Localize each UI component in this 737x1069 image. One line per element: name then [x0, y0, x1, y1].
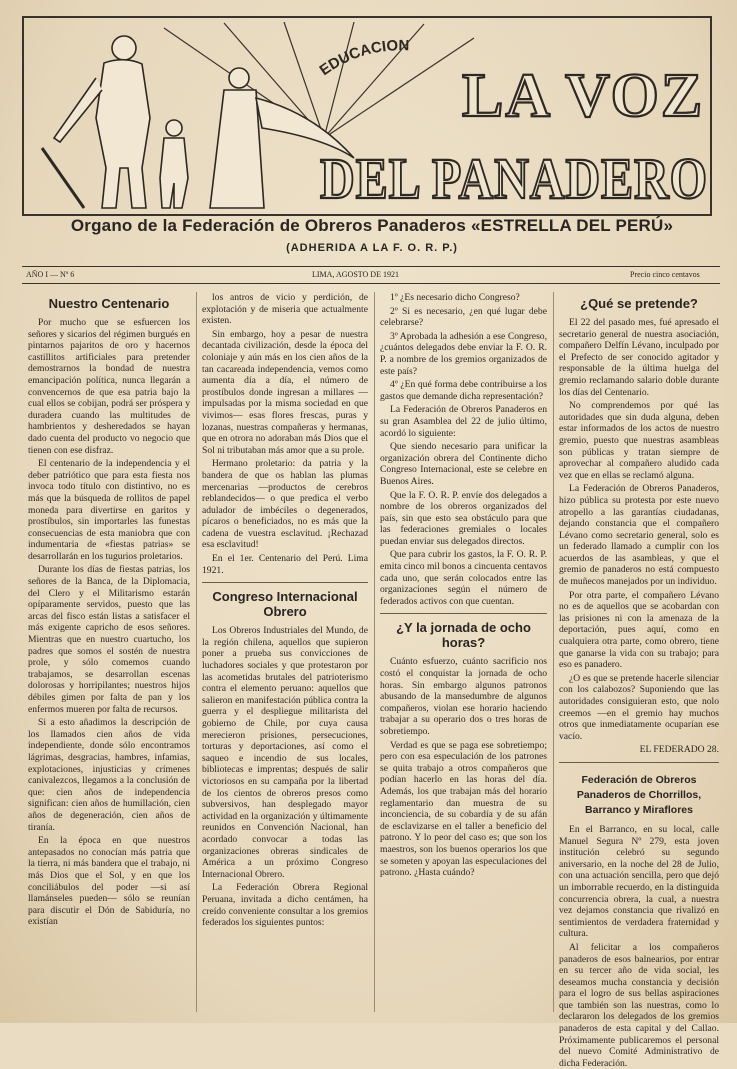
article-paragraph: La Federación Obrera Regional Peruana, invitada a dicho centámen, ha creído conveniente consultar a los gremios federados los siguientes puntos: [202, 882, 368, 929]
article-paragraph: En el 1er. Centenario del Perú. Lima 1921. [202, 553, 368, 576]
article-paragraph: En la época en que nuestros antepasados no conocían más patria que la tierra, ni más bandera que el trabajo, ni más Dios que el Sol, y en que los conciliábulos del poder —si así llamánseles pueden— sólo se reunían para discutir el Dón de Sabiduría, no existían [28, 835, 190, 928]
article-paragraph: Que siendo necesario para unificar la organización obrera del Continente dicho Congreso Internacional, este se celebre en Buenos Aires. [380, 441, 547, 487]
article-paragraph: Al felicitar a los compañeros panaderos de esos balnearios, por entrar en su tercer año de vida social, les deseamos mucha constancia y decisión para el logro de sus bellas aspiraciones que también son las nuestras, como lo declararon los delegados de los gremios panaderos de esta capital y del Callao. Próximamente publicaremos el personal del nuevo Comité Administrativo de dicha Federación. [559, 941, 719, 1069]
article-heading-que-se-pretende: ¿Qué se pretende? [580, 296, 698, 311]
article-paragraph: 1º ¿Es necesario dicho Congreso? [390, 292, 520, 303]
article-paragraph: Hermano proletario: da patria y la bandera de que os hablan las plumas mercenarias —productos de cerebros reblandecidos— o que predica el verbo adulador de imbéciles o degenerados, pícaros o beneficiados, no es más que la cadena de vuestra esclavitud. ¡Rechazad esa esclavitud! [202, 458, 368, 551]
section-divider [559, 762, 719, 763]
section-divider [202, 582, 368, 583]
article-paragraph: La Federación de Obreros Panaderos en su gran Asamblea del 22 de julio último, acordó lo siguiente: [380, 404, 547, 439]
issue-number: AÑO I — Nº 6 [26, 270, 75, 279]
masthead-illustration [24, 18, 714, 218]
masthead-title-line1: LA VOZ [462, 62, 705, 130]
masthead-title-line2: DEL PANADERO [320, 146, 708, 211]
article-paragraph: 4º ¿En qué forma debe contribuirse a los gastos que demande dicha representación? [380, 379, 547, 402]
issue-date: LIMA, AGOSTO DE 1921 [312, 270, 399, 279]
column-2 [202, 292, 368, 1017]
article-paragraph: La Federación de Obreros Panaderos, hizo pública su protesta por este nuevo atropello a las garantías ciudadanas, dejando constancia que el compañero Lévano como secretario general, solo es un federado llamado a cumplir con los acuerdos de las asambleas, y que el gremio de panaderos no está compuesto de muñecos manejados por un individuo. [559, 483, 719, 588]
article-paragraph: Que la F. O. R. P. envíe dos delegados a nombre de los obreros organizados del país, sin que esto sea obstáculo para que las federaciones gremiales o locales puedan enviar sus delegados directos. [380, 489, 547, 547]
article-paragraph: Cuánto esfuerzo, cuánto sacrificio nos costó el conquistar la jornada de ocho horas. Sin embargo algunos patronos abusando de la mansedumbre de algunos compañeros, violan ese horario haciendo trabajar a su operario dos o tres horas de sobretiempo. [380, 656, 547, 737]
svg-text:EDUCACION [317, 37, 410, 79]
article-paragraph: No comprendemos por qué las autoridades que sin duda alguna, deben estar informados de los actos de nuestro gremio, puesto que nuestras asambleas son públicas y tratan siempre de aprovechar al compañero aludido cada vez que en ellas se reclamó alguna. [559, 400, 719, 481]
column-rule [374, 292, 375, 1012]
column-rule [553, 292, 554, 1012]
article-paragraph: los antros de vicio y perdición, de explotación y de miseria que actualmente existen. [202, 292, 368, 327]
article-paragraph: Por otra parte, el compañero Lévano no es de aquellos que se acobardan con las prisiones ni con la amenaza de la deportación, pues aquí, como en cualquiera otra parte, como obrero, tiene que ganarse la vida con su trabajo; para eso es panadero. [559, 589, 719, 671]
article-paragraph: Que para cubrir los gastos, la F. O. R. P. emita cinco mil bonos a cincuenta centavos cada uno, que serán colocados entre las organizaciones según el número de federados activos con que cuentan. [380, 549, 547, 607]
article-paragraph: Si a esto añadimos la descripción de los llamados cien años de vida independiente, donde sólo encontramos lágrimas, desgracias, hambres, infamias, explotaciones, injusticias y crímenes canivalezcos, llegamos a la conclusión de que: cien años de independencia significan: cien años de humillación, cien años de degeneración, cien años de tiranía. [28, 717, 190, 833]
article-paragraph: El 22 del pasado mes, fué apresado el secretario general de nuestra asociación, compañero Delfín Lévano, inculpado por el Prefecto de ser conocido agitador y responsable de la última huelga del gremio reclamando salario doble durante los días del Centenario. [559, 317, 719, 398]
issue-price: Precio cinco centavos [630, 270, 700, 279]
issue-info-bar [22, 266, 720, 284]
article-paragraph: Los Obreros Industriales del Mundo, de la región chilena, aquellos que supieron poner a prueba sus convicciones de luchadores sociales y que protestaron por las acometidas brutales del patrioterismo contra el elemento peruano: aquellos que salieron en manifestación pública contra la guerra y el despliegue militarista del gobierno de Chile, por cuya causa merecieron prisiones, persecuciones, torturas y deportaciones, así como el saqueo e incendio de sus locales, bibliotecas e imprentas; después de salir victoriosos en su campaña por la libertad de los cientos de obreros presos como subversivos, han desplegado mayor actividad en la organización y últimamente reunidos en Convención Nacional, han acordado convocar a todas las organizaciones obreras sindicales de América a un próximo Congreso Internacional Obrero. [202, 625, 368, 880]
masthead-educacion: EDUCACION [316, 37, 410, 80]
article-paragraph: Verdad es que se paga ese sobretiempo; pero con esa especulación de los patrones se quita trabajo a otros compañeros que podían hacerlo en las horas del día. Además, los que trabajan más del horario reglamentario dan muestra de su inconciencia, de su cobardía y de su afán de esclavizarse en el taller a beneficio del patrono. Y lo peor del caso es; que son los maestros, son los buenos operarios los que se someten y apoyan las especulaciones del patrono. ¿Hasta cuándo? [380, 739, 547, 879]
article-paragraph: ¿O es que se pretende hacerle silenciar con los calabozos? Suponiendo que las autoridades consiguieran esto, que nolo creemos —en el gremio hay muchos otros que inmediatamente ocuparían ese vacío. [559, 672, 719, 742]
article-paragraph: Sin embargo, hoy a pesar de nuestra decantada civilización, desde la época del coloniaje y aún más en los cien años de la tan cacareada independencia, vemos como aumenta día a día, el número de prostíbulos donde ingresan a millares —impulsadas por la misma sociedad en que vivimos— esas flores frescas, puras y lozanas, nuestras compañeras y hermanas, que en otrora no adoraban más Dios que el Sol ni tributaban más amor que a su prole. [202, 328, 368, 456]
article-signature: EL FEDERADO 28. [639, 744, 719, 756]
column-4 [559, 292, 719, 1069]
column-1 [28, 292, 190, 1017]
article-paragraph: 2º Si es necesario, ¿en qué lugar debe celebrarse? [380, 305, 547, 329]
article-heading-jornada: ¿Y la jornada de ocho horas? [396, 620, 531, 651]
masthead-subtitle: Organo de la Federación de Obreros Panaderos «ESTRELLA DEL PERÚ» [70, 216, 674, 235]
article-heading-nuestro-centenario: Nuestro Centenario [48, 296, 170, 311]
adherida-line: (ADHERIDA A LA F. O. R. P.) [286, 242, 458, 254]
article-paragraph: Por mucho que se esfuercen los señores y sicarios del régimen burgués en pintarnos pajaritos de oro y hacernos castillitos artificiales para pretender demostrarnos la bondad de nuestra emancipación política, nunca llegarán a convencernos de que esa patria bajo la cual ellos se cobijan, podrá ser próspera y duradera cuando las multitudes de hambrientos y desheredados se hayan dado cuenta del producto vo negocio que tienen con ese disfraz. [28, 317, 190, 456]
article-heading-congreso: Congreso Internacional Obrero [212, 589, 358, 620]
section-divider [380, 613, 547, 614]
column-rule [196, 292, 197, 1012]
column-3 [380, 292, 547, 1017]
article-heading-federacion-chorrillos: Federación de Obreros Panaderos de Chorrillos, Barranco y Miraflores [576, 773, 702, 816]
article-paragraph: Durante los días de fiestas patrias, los señores de la Banca, de la Diplomacia, del Clero y el Militarismo estarán opíparamente servidos, puesto que las arcas del fisco están listas a satisfacer el más exigente capricho de esos señores. Mientras que en nuestro cuartucho, los padres que somos el sostén de nuestra prole, y sólo comemos cuando trabajamos, se desarrollan escenas dolorosas y horripilantes; nuestros hijos débiles gimen por falta de pan y los enfermos mueren por falta de recursos. [28, 564, 190, 715]
article-paragraph: 3º Aprobada la adhesión a ese Congreso, ¿cuántos delegados debe enviar la F. O. R. P. a nombre de los gremios organizados de este país? [380, 330, 547, 377]
masthead [22, 16, 712, 216]
article-paragraph: El centenario de la independencia y el deber patriótico que para esta fiesta nos invoca todo título con distintivo, no es más que la búsqueda de rollitos de papel moneda para divertirse en garitos y prostíbulos, sin importarles las funestas consecuencias de esta maniobra que con indumentaria de «fiestas patrias» se desarrollarán en los tugurios proletarios. [28, 458, 190, 562]
article-paragraph: En el Barranco, en su local, calle Manuel Segura Nº 279, esta joven institución celebró su segundo aniversario, en la noche del 28 de Julio, con una actuación sencilla, pero que dejó un imborrable recuerdo, en la distinguida concurrencia obrera, la cual, a nuestra vez dejamos constancia que rivalizó en sentimientos de verdadera fraternidad y cultura. [559, 823, 719, 940]
